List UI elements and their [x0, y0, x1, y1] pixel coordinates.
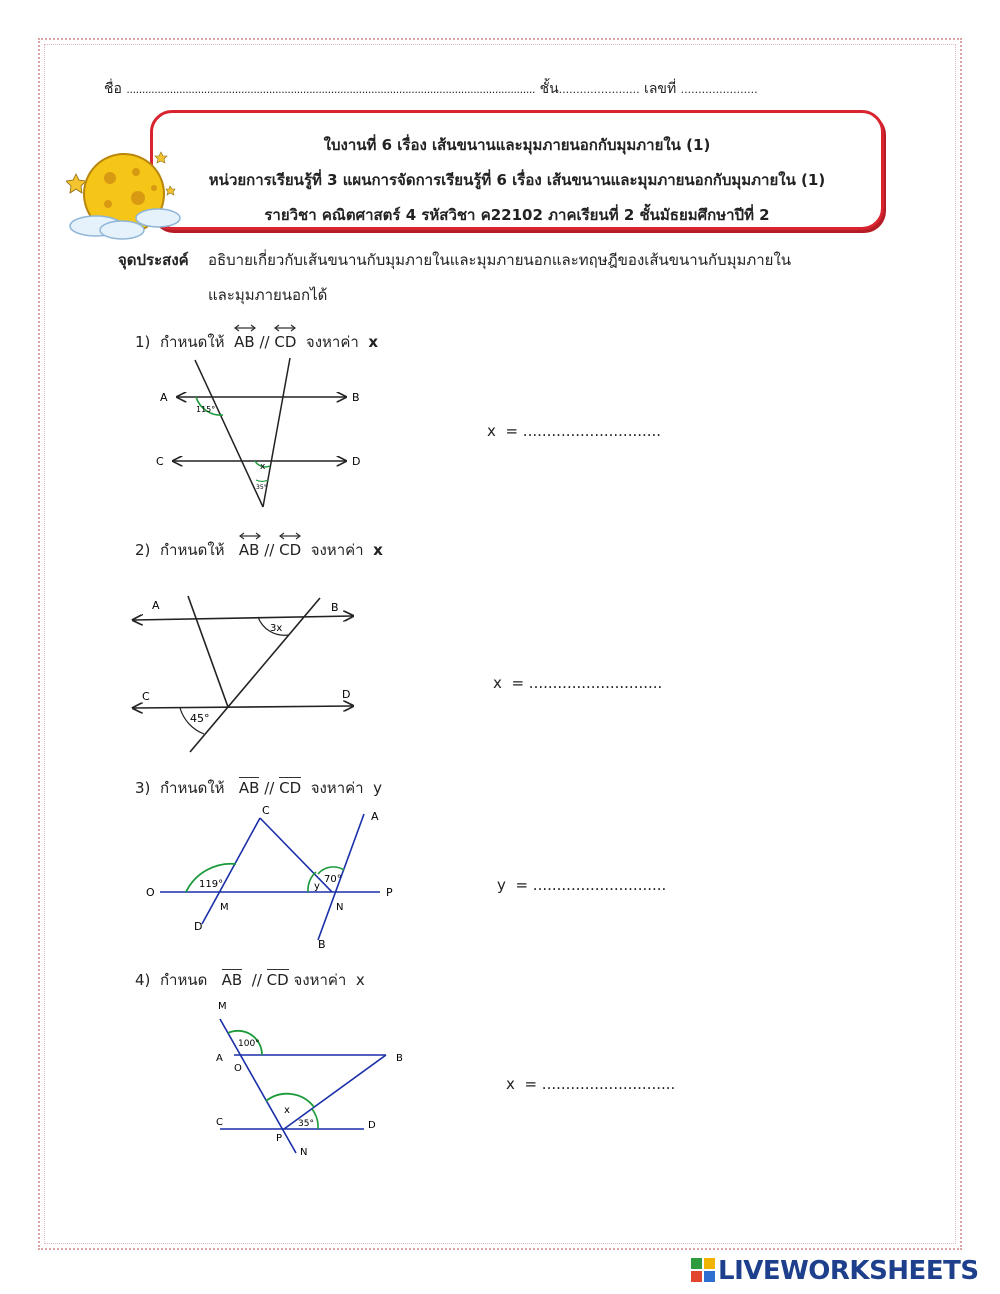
svg-text:x: x	[284, 1105, 290, 1116]
worksheet-title: ใบงานที่ 6 เรื่อง เส้นขนานและมุมภายนอกกับมุมภายใน (1)	[323, 136, 711, 154]
question-prefix: กำหนดให้	[159, 333, 225, 351]
number-field[interactable]: ......................	[680, 83, 758, 96]
svg-text:3x: 3x	[270, 623, 283, 634]
svg-text:A: A	[371, 810, 379, 823]
question-find: จงหาค่า	[305, 333, 359, 351]
svg-text:P: P	[386, 886, 393, 899]
svg-text:D: D	[342, 688, 351, 701]
angle-label-35: 35°	[256, 484, 267, 491]
line-cd-symbol: CD	[279, 541, 301, 559]
question-3: 3) กำหนดให้ AB // CD จงหาค่า y	[135, 779, 383, 797]
svg-text:A: A	[216, 1053, 223, 1064]
answer-1: x = .............................	[487, 422, 662, 440]
svg-text:C: C	[216, 1117, 223, 1128]
angle-arc-3	[256, 480, 268, 481]
svg-text:119°: 119°	[199, 879, 224, 890]
question-number: 1)	[135, 333, 151, 351]
objective-label: จุดประสงค์	[118, 251, 189, 269]
angle-arc-70	[318, 867, 344, 874]
svg-text:O: O	[146, 886, 155, 899]
number-label: เลขที่	[644, 81, 677, 97]
svg-text:M: M	[220, 902, 229, 913]
name-field[interactable]: ....................................................................................................................................	[126, 83, 536, 96]
label-d: D	[352, 455, 361, 468]
svg-text:y: y	[314, 881, 320, 892]
svg-text:N: N	[300, 1147, 308, 1158]
transversal-1	[195, 360, 263, 507]
answer-1-field[interactable]: .............................	[522, 422, 662, 440]
answer-3: y = ............................	[497, 876, 667, 894]
angle-label-115: 115°	[196, 405, 216, 414]
label-a: A	[160, 391, 168, 404]
svg-text:B: B	[318, 938, 326, 951]
svg-text:D: D	[368, 1120, 376, 1131]
question-4: 4) กำหนด AB // CD จงหาค่า x	[135, 971, 365, 989]
moon-cloud-icon	[66, 146, 186, 242]
answer-4: x = ............................	[506, 1075, 676, 1093]
brand-text: LIVEWORKSHEETS	[718, 1256, 979, 1286]
svg-text:70°: 70°	[324, 874, 342, 885]
svg-text:D: D	[194, 920, 203, 933]
label-b: B	[352, 391, 360, 404]
answer-3-field[interactable]: ............................	[532, 876, 667, 894]
svg-text:35°: 35°	[298, 1119, 314, 1129]
angle-arc-x	[266, 1094, 314, 1107]
class-field[interactable]: ...........….........	[558, 83, 640, 96]
diagram-q3	[140, 800, 400, 955]
svg-text:A: A	[152, 599, 160, 612]
question-1	[135, 330, 378, 354]
svg-text:B: B	[331, 601, 339, 614]
answer-2: x = ............................	[493, 674, 663, 692]
svg-text:100°: 100°	[238, 1039, 260, 1049]
svg-text:C: C	[262, 804, 270, 817]
segment-ab-symbol: AB	[221, 971, 243, 989]
line-ab-symbol: AB	[234, 333, 255, 351]
svg-text:C: C	[142, 690, 150, 703]
name-label: ชื่อ	[104, 81, 122, 97]
liveworksheets-badge-icon	[690, 1257, 716, 1283]
objective-line1: อธิบายเกี่ยวกับเส้นขนานกับมุมภายในและมุมภายนอกและทฤษฎีของเส้นขนานกับมุมภายใน	[208, 251, 792, 269]
liveworksheets-logo[interactable]	[690, 1256, 979, 1286]
line-ab	[134, 616, 352, 620]
segment-ab-symbol: AB	[238, 779, 260, 797]
segment-bp	[284, 1055, 386, 1129]
objective-line2: และมุมภายนอกได้	[208, 286, 328, 304]
diagram-q4	[200, 995, 420, 1160]
transversal-1	[188, 596, 228, 707]
answer-4-field[interactable]: ............................	[541, 1075, 676, 1093]
diagram-q2	[128, 592, 368, 762]
angle-label-x: x	[260, 462, 266, 472]
subject-title: รายวิชา คณิตศาสตร์ 4 รหัสวิชา ค22102 ภาคเรียนที่ 2 ชั้นมัธยมศึกษาปีที่ 2	[264, 206, 770, 224]
question-2: 2) กำหนดให้ AB // CD จงหาค่า x	[135, 538, 383, 562]
svg-text:B: B	[396, 1053, 403, 1064]
line-cd-symbol: CD	[274, 333, 296, 351]
question-variable: x	[368, 333, 379, 351]
student-info-line	[104, 78, 758, 100]
segment-cn	[260, 818, 332, 892]
unit-title: หน่วยการเรียนรู้ที่ 3 แผนการจัดการเรียนรู้ที่ 6 เรื่อง เส้นขนานและมุมภายนอกกับมุมภายใน (1)	[208, 171, 826, 189]
segment-cd-symbol: CD	[266, 971, 289, 989]
transversal-2	[190, 598, 320, 752]
svg-text:45°: 45°	[190, 712, 210, 725]
transversal-2	[263, 358, 290, 507]
parallel-symbol: //	[259, 333, 270, 351]
line-ab-symbol: AB	[239, 541, 260, 559]
answer-2-field[interactable]: ............................	[528, 674, 663, 692]
title-box	[150, 110, 884, 230]
class-label: ชั้น	[539, 81, 559, 97]
svg-text:N: N	[336, 902, 344, 913]
svg-text:M: M	[218, 1001, 227, 1012]
line-cd	[134, 706, 352, 708]
svg-text:P: P	[276, 1133, 283, 1144]
diagram-q1	[150, 352, 380, 512]
segment-cd-symbol: CD	[279, 779, 302, 797]
label-c: C	[156, 455, 164, 468]
svg-text:O: O	[234, 1063, 242, 1074]
segment-cd	[202, 818, 260, 924]
